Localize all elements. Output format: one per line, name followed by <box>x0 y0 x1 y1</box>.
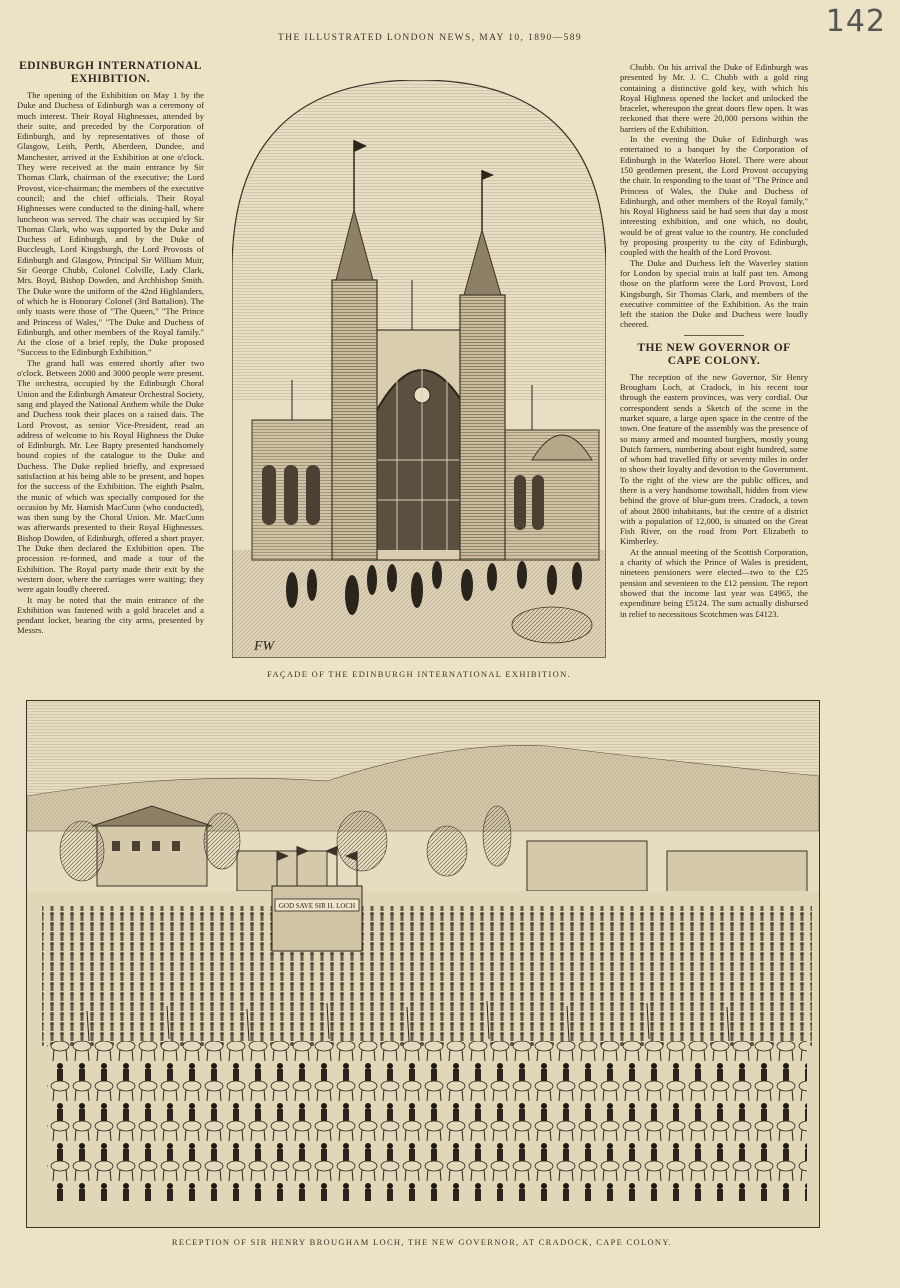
article-paragraph: At the annual meeting of the Scottish Corporation, a charity of which the Prince of Wales is president, nineteen pensioners were elected—two to the £25 pension and seventeen to the £12 pension. The report showed that the income last year was £4965, the expenditure being £5124. The sum actually disbursed in relief to necessitous Scotchmen was £4123. <box>620 546 808 619</box>
article-paragraph: The grand hall was entered shortly after two o'clock. Between 2000 and 3000 people were present. The orchestra, occupied by the Edinburgh Choral Union and the Edinburgh Amateur Orchestral Society, sang and played the National Anthem while the Duke and Duchess took their places on a raised dais. The Lord Provost, as senior Vice-President, read an address of welcome to his Royal Highness the Duke of Edinburgh. Mr. Lee Bapty presented handsomely bound copies of the catalogue to the Duke and Duchess. The Duke replied briefly, and expressed satisfaction at his being able to be present, and hopes for the success of the Exhibition. The eighth Psalm, the music of which was specially composed for the occasion by Mr. Hamish MacCunn (who conducted), was then sung by the Choral Union. Mr. MacCunn was afterwards presented to their Royal Highnesses. Bishop Dowden, of Edinburgh, offered a short prayer. The Duke then declared the Exhibition open. The procession re-formed, and made a tour of the Exhibition. The Royal party made their exit by the western door, where the carriages were waiting; they were again loudly cheered. <box>17 357 204 595</box>
section-divider <box>684 335 744 336</box>
masthead: THE ILLUSTRATED LONDON NEWS, MAY 10, 1890—589 <box>277 33 582 43</box>
page-number: 142 <box>825 4 886 39</box>
article-paragraph: Chubb. On his arrival the Duke of Edinburgh was presented by Mr. J. C. Chubb with a gold ring containing a distinctive gold key, with which his Royal Highness opened the locket and unlocked the bracelet, whereupon the great doors flew open. It was reckoned that there were 20,000 persons within the barriers of the Exhibition. <box>620 62 808 134</box>
article-paragraph: It may be noted that the main entrance of the Exhibition was fastened with a gold bracelet and a pendant locket, bearing the city arms, presented by Messrs. <box>17 594 204 636</box>
artist-signature: FW <box>254 639 275 654</box>
cradock-reception-engraving <box>26 700 820 1228</box>
exhibition-facade-engraving <box>232 80 606 658</box>
bottom-illustration-caption: RECEPTION OF SIR HENRY BROUGHAM LOCH, THE NEW GOVERNOR, AT CRADOCK, CAPE COLONY. <box>171 1237 673 1247</box>
article-left-column <box>17 60 204 660</box>
facade-illustration <box>232 80 606 658</box>
article-title: THE NEW GOVERNOR OF CAPE COLONY. <box>637 341 791 367</box>
article-paragraph: The Duke and Duchess left the Waverley station for London by special train at half past ten. Among those on the platform were the Lord Provost, Lord Kingsburgh, Sir Thomas Clark, and members of the executive committee of the Exhibition. As the train left the station the Duke and Duchess were loudly cheered. <box>620 257 808 330</box>
article-right-column <box>620 62 808 662</box>
article-paragraph: The opening of the Exhibition on May 1 by the Duke and Duchess of Edinburgh was a ceremony of much interest. Their Royal Highnesses, attended by their suite, and preceded by the Corporation of Edinburgh, and by representatives of those of Glasgow, Leith, Perth, Aberdeen, Dundee, and Manchester, arrived at the Exhibition at one o'clock. They were received at the main entrance by Sir Thomas Clark, chairman of the executive; the Lord Provost, vice-chairman; the members of the executive council; and the chief officials. Their Royal Highnesses were conducted to the dining-hall, where luncheon was served. The chair was occupied by Sir Thomas Clark, who was supported by the Duke and Duchess of Edinburgh, and by the Duke of Buccleugh, Lord Kingsburgh, the Lord Provosts of Edinburgh and Glasgow, Principal Sir William Muir, Sir George Chubb, Colonel Colville, Lady Clark, Mrs. Boyd, Bishop Dowden, and Archbishop Smith. The Duke wore the uniform of the 42nd Highlanders, of which he is Honorary Colonel (3rd Battalion). The only toasts were those of "The Queen," "The Prince and Princess of Wales," "The Duke and Duchess of Edinburgh, and other members of the Royal family." At the close of a brief reply, the Duke proposed "Success to the Edinburgh Exhibition." <box>17 90 204 358</box>
top-illustration-caption: FAÇADE OF THE EDINBURGH INTERNATIONAL EXHIBITION. <box>267 669 571 679</box>
reception-illustration <box>27 701 819 1227</box>
article-title: EDINBURGH INTERNATIONAL EXHIBITION. <box>19 60 202 85</box>
article-paragraph: In the evening the Duke of Edinburgh was entertained to a banquet by the Corporation of Edinburgh in the Waterloo Hotel. There were about 150 gentlemen present, the Lord Provost occupying the chair. In responding to the toast of "The Prince and Princess of Wales, the Duke and Duchess of Edinburgh, and other members of the Royal family," his Royal Highness said he had seen that day a most interesting exhibition, and one which, no doubt, would be of great value to the country. He concluded by proposing prosperity to the city of Edinburgh, coupled with the health of the Lord Provost. <box>620 134 808 258</box>
welcome-banner-text: GOD SAVE SIR H. LOCH <box>278 902 356 910</box>
article-paragraph: The reception of the new Governor, Sir Henry Brougham Loch, at Cradock, in his recent tour through the eastern provinces, was very cordial. Our correspondent sends a Sketch of the scene in the market square, a large open space in the centre of the town. One feature of the assembly was the presence of so many armed and mounted burghers, mostly young Dutch farmers, numbering about eight hundred, some of whom had travelled fifty or seventy miles in order to show their loyalty and devotion to the Government. To the right of the view are the public offices, and there is a very handsome townhall, hidden from view behind the grove of blue-gum trees. Cradock, a town of about 2800 inhabitants, but the centre of a district with a population of 12,000, is situated on the Great Fish River, on the road from Port Elizabeth to Kimberley. <box>620 371 808 547</box>
